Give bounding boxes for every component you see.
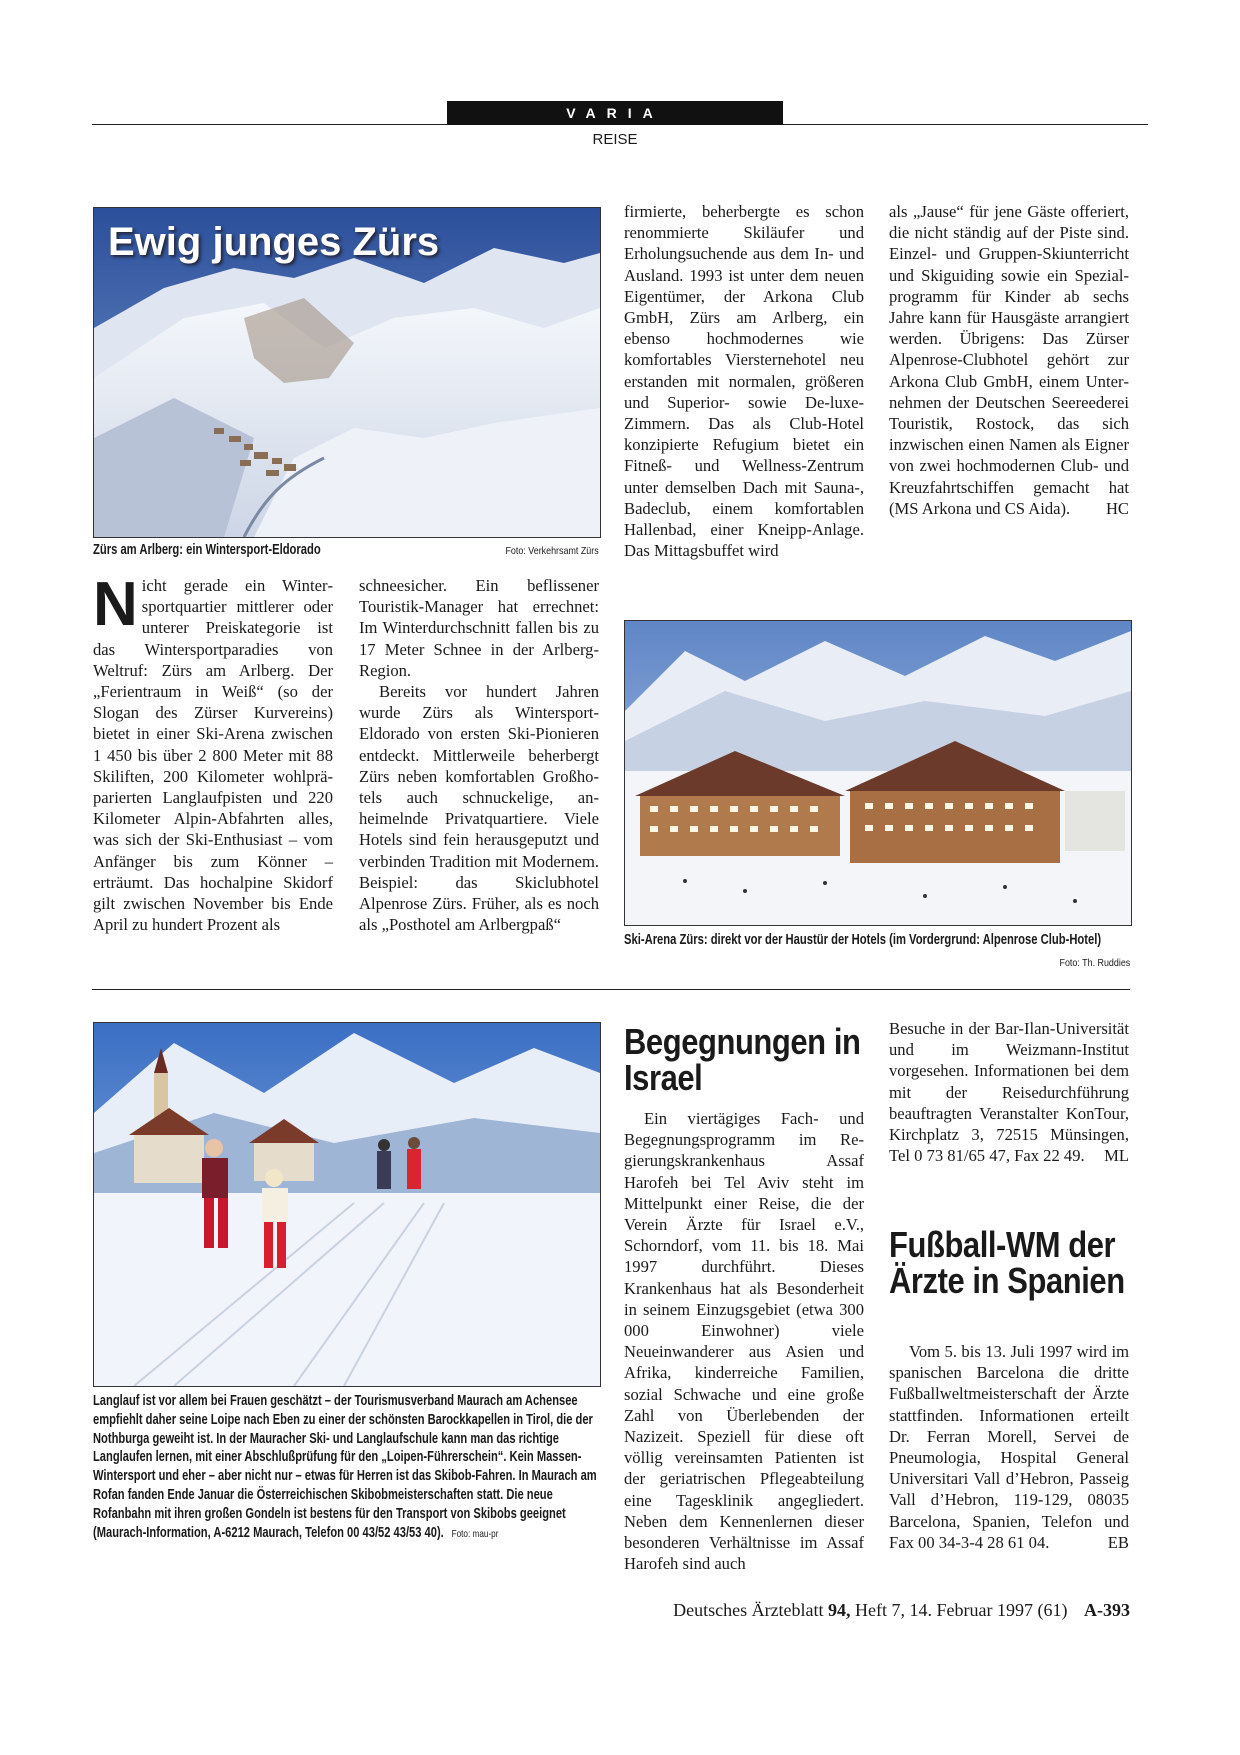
article-col2-p1: schneesicher. Ein beflissener Touristik-Manager hat errechnet: Im Winterdurchschnitt fallen bis zu 17 Meter Schnee in der Arlberg-Region. [359,576,599,680]
article-column-3 [624,201,864,561]
journal-volume: 94, [828,1600,851,1620]
page-footer [673,1600,1130,1621]
israel-headline: Begegnungen in Israel [624,1021,861,1098]
section-label: VARIA [447,101,783,125]
journal-name: Deutsches Ärzteblatt [673,1600,824,1620]
israel-column-1 [624,1108,864,1574]
fussball-signature: EB [1107,1532,1129,1552]
fussball-headline: Fußball-WM der Ärzte in Spanien [889,1224,1125,1301]
hotel-caption: Ski-Arena Zürs: direkt vor der Haustür der Hotels (im Vordergrund: Alpenrose Club-Hotel) [624,932,1102,948]
langlauf-photo [93,1022,601,1387]
hotel-illustration [625,621,1131,925]
article-column-2 [359,575,599,935]
israel-p2: Besuche in der Bar-Ilan-Universität und im Weizmann-Institut vorgesehen. Informationen bei dem mit der Reisedurchführung beauftragten Veranstalter KonTour, Kirchplatz 3, 72515 Münsingen, Tel 0 73 81/65 47, Fax 22 49. [889,1019,1129,1166]
israel-signature: ML [1104,1146,1129,1166]
hotel-caption-block [624,931,1130,975]
photo-title: Ewig junges Zürs [108,220,440,264]
langlauf-illustration [94,1023,600,1386]
article-column-1 [93,570,333,935]
zuers-photo-caption-row [93,541,599,561]
photo-caption: Zürs am Arlberg: ein Wintersport-Eldorado [93,542,321,558]
langlauf-caption-block [93,1392,599,1592]
article-col4-p1 [889,201,1129,519]
langlauf-caption [93,1392,598,1543]
article-col2-p2: Bereits vor hundert Jahren wurde Zürs als Wintersport-Eldorado von ersten Ski-Pionieren entdeckt. Mittlerweile beherbergt Zürs neben komfortablen Großhotels auch schnuckelige, anheimelnde Privatquartiere. Viele Hotels sind fein herausgeputzt und verbinden Tradition mit Modernem. Beispiel: das Skiclubhotel Alpenrose Zürs. Früher, als es noch als „Posthotel am Arlbergpaß“ [359,682,599,935]
hotel-credit: Foto: Th. Ruddies [1059,957,1130,969]
subsection-label: REISE [592,131,638,148]
article-col1-text: icht gerade ein Wintersportquartier mittlerer oder unterer Preiskategorie ist das Wintersportparadies von Weltruf: Zürs am Arlberg. Der „Ferientraum in Weiß“ (so der Slogan des Zürser Kurvereins) bietet in einer Ski-Arena zwischen 1 450 bis über 2 800 Meter mit 88 Skiliften, 200 Kilometer wohlpräparierten Langlaufpisten und 220 Kilometer Alpin-Abfahrten alles, was sich der Ski-Enthusiast – vom Anfänger bis zum Könner – erträumt. Das hochalpine Skidorf gilt zwischen November bis Ende April zu hundert Prozent als [93,576,333,935]
langlauf-caption-text: Langlauf ist vor allem bei Frauen geschätzt – der Tourismusverband Maurach am Achensee empfiehlt daher seine Loipe nach Eben zu einer der schönsten Barockkapellen in Tirol, die der Nothburga geweiht ist. In der Mauracher Ski- und Langlaufschule kann man das richtige Langlaufen lernen, mit einer Abschlußprüfung für den „Loipen-Führerschein“. Kein Massen-Wintersport und eher – aber nicht nur – etwas für Herren ist das Skibob-Fahren. In Maurach am Rofan fanden Ende Januar die Österreichischen Skibobmeisterschaften statt. Die neue Rofanbahn mit ihren großen Gondeln ist bestens für den Transport von Skibobs geeignet (Maurach-Information, A-6212 Maurach, Telefon 00 43/52 43/53 40). [93,1393,597,1541]
israel-column-2 [889,1018,1129,1166]
article-col3-p1: firmierte, beherbergte es schon renommierte Skiläufer und Erholungsuchende aus dem In- und Ausland. 1993 ist unter dem neuen Eigentümer, der Arkona Club GmbH, Zürs am Arlberg, ein ebenso hochmodernes wie komfortables Viersternehotel neu erstanden mit normalen, größeren und Superior- sowie De-luxe-Zimmern. Das als Club-Hotel konzipierte Refugium bietet ein Fitneß- und Wellness-Zentrum unter demselben Dach mit Sauna-, Badeclub, einem komfortablen Hallenbad, einer Kneipp-Anlage. Das Mittagsbuffet wird [624,202,864,561]
article-col4-text: als „Jause“ für jene Gäste offeriert, die nicht ständig auf der Piste sind. Einzel- und Gruppen-Skiunterricht und Skiguiding sowie ein Spezialprogramm für Kinder ab sechs Jahre kann für Hausgäste arrangiert werden. Übrigens: Das Zürser Alpenrose-Clubhotel gehört zur Arkona Club GmbH, einem Unternehmen der Deutschen Seereederei Touristik, Rostock, das sich inzwischen einen Namen als Eigner von zwei hochmodernen Club- und Kreuzfahrtschiffen gemacht hat (MS Arkona und CS Aida). [889,202,1129,518]
dropcap: N [93,570,138,639]
article-column-4 [889,201,1129,519]
section-divider [92,989,1130,990]
zuers-valley-photo [93,207,601,538]
langlauf-credit: Foto: mau-pr [451,1527,499,1540]
hotel-photo [624,620,1132,926]
author-signature: HC [1105,498,1129,518]
journal-issue: Heft 7, 14. Februar 1997 (61) [855,1600,1068,1620]
page-number: A-393 [1084,1600,1130,1620]
fussball-p1-container [889,1341,1129,1553]
fussball-p1: Vom 5. bis 13. Juli 1997 wird im spanischen Barcelona die dritte Fußballweltmeisterschaft der Ärzte stattfinden. Informationen erteilt Dr. Ferran Morell, Servei de Pneumologia, Hospital General Universitari Vall d’Hebron, Passeig Vall d’Hebron, 119-129, 08035 Barcelona, Spanien, Telefon und Fax 00 34-3-4 28 61 04. [889,1342,1129,1552]
israel-p2-container [889,1018,1129,1166]
fussball-column [889,1341,1129,1553]
israel-p1: Ein viertägiges Fach- und Begegnungsprogramm im Regierungskrankenhaus Assaf Harofeh bei Tel Aviv steht im Mittelpunkt einer Reise, die der Verein Ärzte für Israel e.V., Schorndorf, vom 11. bis 18. Mai 1997 durchführt. Dieses Krankenhaus hat als Besonderheit in seinem Einzugsgebiet (etwa 300 000 Einwohner) viele Neueinwanderer aus Asien und Afrika, kinderreiche Familien, sozial Schwache und eine große Zahl von Überlebenden der Nazizeit. Speziell für diese oft völlig vereinsamten Patienten ist der geriatrischen Pflegeabteilung eine Tagesklinik angegliedert. Neben dem Kennenlernen dieser besonderen Verhältnisse im Assaf Harofeh sind auch [624,1109,864,1574]
photo-credit: Foto: Verkehrsamt Zürs [505,545,599,557]
